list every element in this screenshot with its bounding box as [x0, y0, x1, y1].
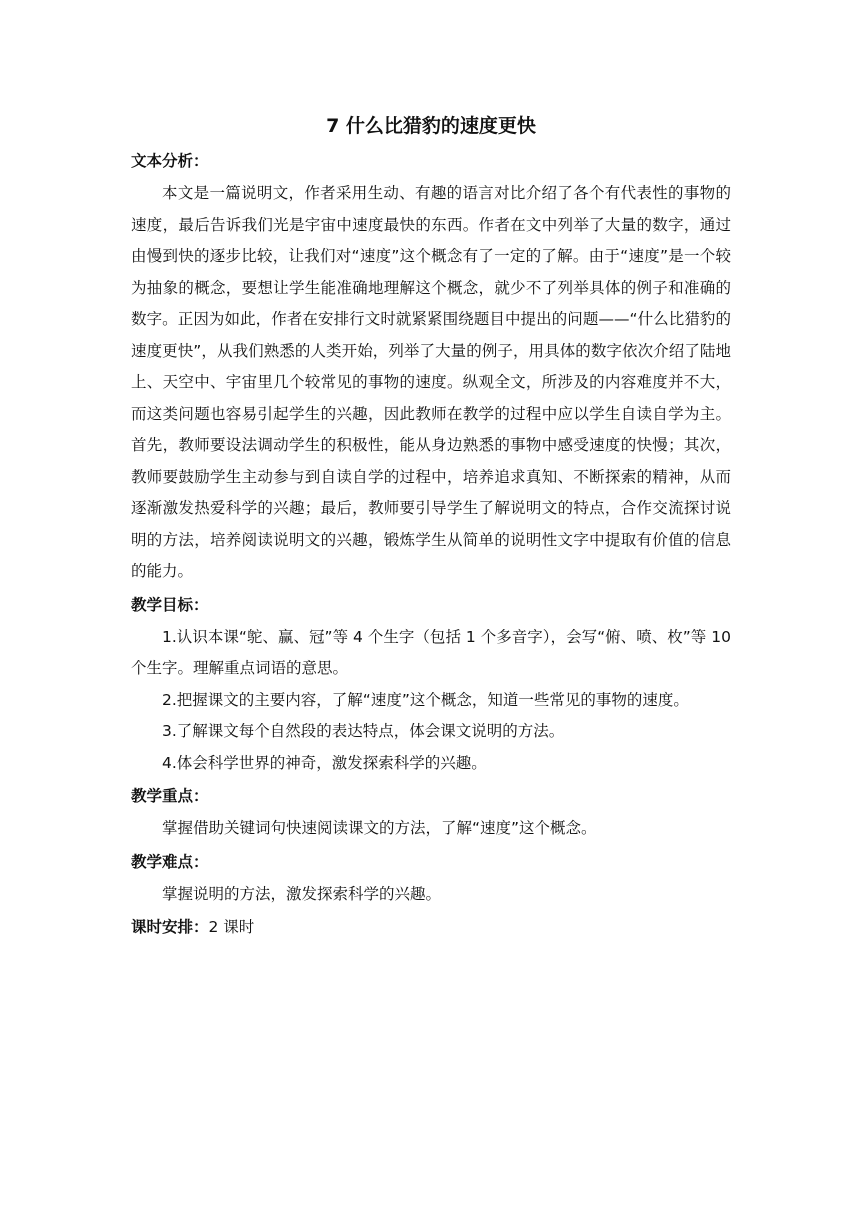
- difficulties-heading: 教学难点：: [131, 852, 209, 871]
- goal-item-1: 1.认识本课“鸵、赢、冠”等 4 个生字（包括 1 个多音字），会写“俯、喷、枚”等 10 个生字。理解重点词语的意思。: [131, 627, 731, 677]
- analysis-heading: 文本分析：: [131, 152, 209, 170]
- goals-heading: 教学目标：: [131, 595, 209, 614]
- analysis-paragraph: 本文是一篇说明文，作者采用生动、有趣的语言对比介绍了各个有代表性的事物的速度，最后告诉我们光是宇宙中速度最快的东西。作者在文中列举了大量的数字，通过由慢到快的逐步比较，让我们对“速度”这个概念有了一定的了解。由于“速度”是一个较为抽象的概念，要想让学生能准确地理解这个概念，就少不了列举具体的例子和准确的数字。正因为如此，作者在安排行文时就紧紧围绕题目中提出的问题——“什么比猎豹的速度更快”，从我们熟悉的人类开始，列举了大量的例子，用具体的数字依次介绍了陆地上、天空中、宇宙里几个较常见的事物的速度。纵观全文，所涉及的内容难度并不大，而这类问题也容易引起学生的兴趣，因此教师在教学的过程中应以学生自读自学为主。首先，教师要设法调动学生的积极性，能从身边熟悉的事物中感受速度的快慢；其次，教师要鼓励学生主动参与到自读自学的过程中，培养追求真知、不断探索的精神，从而逐渐激发热爱科学的兴趣；最后，教师要引导学生了解说明文的特点，合作交流探讨说明的方法，培养阅读说明文的兴趣，锻炼学生从简单的说明性文字中提取有价值的信息的能力。: [131, 184, 731, 580]
- goal-item-4: 4.体会科学世界的神奇，激发探索科学的兴趣。: [162, 753, 487, 772]
- schedule-line: [131, 914, 731, 940]
- key-points-heading: 教学重点：: [131, 787, 209, 805]
- schedule-label: 课时安排：: [131, 918, 209, 936]
- goal-item-2: 2.把握课文的主要内容，了解“速度”这个概念，知道一些常见的事物的速度。: [162, 690, 689, 709]
- goal-item-3: 3.了解课文每个自然段的表达特点，体会课文说明的方法。: [162, 722, 565, 740]
- difficulties-text: 掌握说明的方法，激发探索科学的兴趣。: [162, 884, 442, 903]
- key-points-text: 掌握借助关键词句快速阅读课文的方法，了解“速度”这个概念。: [162, 819, 597, 837]
- document-title: 7 什么比猎豹的速度更快: [326, 115, 536, 137]
- schedule-value: 2 课时: [208, 918, 255, 936]
- document-page: [131, 112, 731, 944]
